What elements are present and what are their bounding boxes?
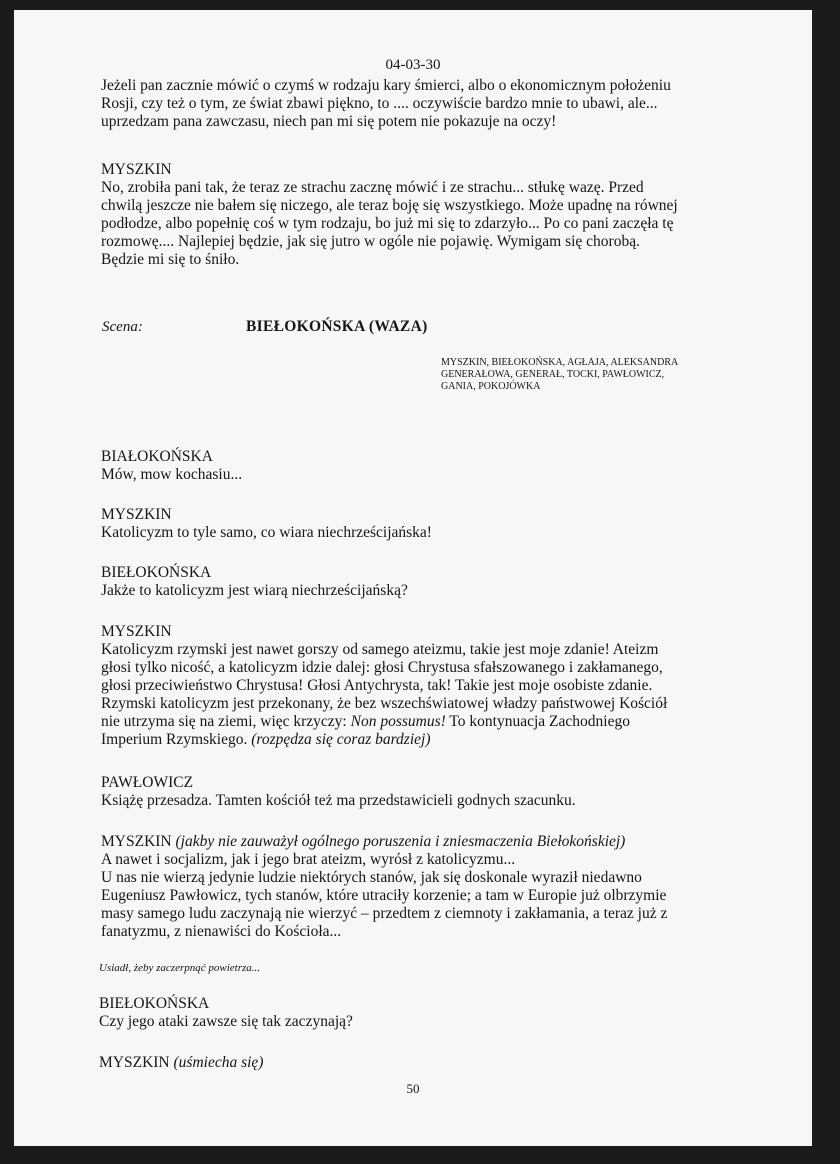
- speaker-name: BIEŁOKOŃSKA: [101, 564, 212, 581]
- text-line: Jeżeli pan zacznie mówić o czymś w rodzaju kary śmierci, albo o ekonomicznym położeniu: [101, 77, 671, 94]
- dialogue-block-myszkin-3: [101, 623, 711, 749]
- speaker-name: MYSZKIN: [101, 623, 172, 640]
- dialogue-block-myszkin-5: [99, 1054, 709, 1072]
- page-number: 50: [406, 1081, 420, 1096]
- text-line: rozmowę.... Najlepiej będzie, jak się jutro w ogóle nie pojawię. Wymigam się chorobą.: [101, 233, 640, 250]
- speaker-name: BIAŁOKOŃSKA: [101, 448, 213, 465]
- italic-phrase: Non possumus!: [350, 713, 446, 730]
- dialogue-block-bielokonska-2: [99, 995, 709, 1031]
- text-line: podłodze, albo popełnię coś w tym rodzaju, bo już mi się to zdarzyło... Po co pani zaczęła tę: [101, 215, 674, 232]
- speaker-name: PAWŁOWICZ: [101, 774, 194, 791]
- text-line: [101, 731, 711, 749]
- scene-label: Scena:: [102, 319, 143, 335]
- dialogue-block-myszkin-1: [101, 161, 711, 269]
- speaker-name: MYSZKIN: [101, 833, 172, 850]
- document-page: [14, 10, 812, 1146]
- dialogue-block-pawlowicz: [101, 774, 711, 810]
- text-line: Eugeniusz Pawłowicz, tych stanów, które utraciły korzenie; a tam w Europie już olbrzymie: [101, 887, 667, 904]
- text-line: Jakże to katolicyzm jest wiarą niechrześcijańską?: [101, 582, 408, 599]
- cast-line: GENERAŁOWA, GENERAŁ, TOCKI, PAWŁOWICZ,: [441, 369, 665, 380]
- speaker-line: [101, 833, 711, 851]
- text-segment: nie utrzyma się na ziemi, więc krzyczy:: [101, 713, 351, 730]
- intro-paragraph: [101, 77, 711, 131]
- cast-list: [441, 357, 731, 393]
- text-line: Mów, mow kochasiu...: [101, 466, 243, 483]
- dialogue-block-bielokonska-1: [101, 564, 711, 600]
- scene-title: BIEŁOKOŃSKA (WAZA): [246, 318, 428, 335]
- text-line: chwilą jeszcze nie bałem się niczego, ale teraz boję się wszystkiego. Może upadnę na równej: [101, 197, 678, 214]
- text-line: [101, 713, 711, 731]
- stage-direction: (jakby nie zauważył ogólnego poruszenia i zniesmaczenia Biełokońskiej): [175, 833, 626, 850]
- text-segment: To kontynuacja Zachodniego: [445, 713, 630, 730]
- page-date: 04-03-30: [385, 57, 441, 73]
- speaker-line: [99, 1054, 709, 1072]
- text-line: Czy jego ataki zawsze się tak zaczynają?: [99, 1013, 353, 1030]
- text-line: Rzymski katolicyzm jest przekonany, że bez wszechświatowej władzy państwowej Kościół: [101, 695, 668, 712]
- text-line: A nawet i socjalizm, jak i jego brat ateizm, wyrósł z katolicyzmu...: [101, 851, 516, 868]
- text-line: uprzedzam pana zawczasu, niech pan mi się potem nie pokazuje na oczy!: [101, 113, 557, 130]
- text-line: masy samego ludu zaczynają nie wierzyć – przedtem z ciemnoty i zakłamania, a teraz już z: [101, 905, 668, 922]
- text-line: No, zrobiła pani tak, że teraz ze strachu zacznę mówić i ze strachu... stłukę wazę. Przed: [101, 179, 644, 196]
- text-line: Rosji, czy też o tym, ze świat zbawi piękno, to .... oczywiście bardzo mnie to ubawi, ale...: [101, 95, 658, 112]
- text-line: U nas nie wierzą jedynie ludzie niektórych stanów, jak się doskonale wyraził niedawno: [101, 869, 642, 886]
- text-line: Katolicyzm to tyle samo, co wiara niechrześcijańska!: [101, 524, 432, 541]
- text-line: głosi przeciwieństwo Chrystusa! Głosi Antychrysta, tak! Takie jest moje osobiste zdanie.: [101, 677, 653, 694]
- text-line: fanatyzmu, z nienawiści do Kościoła...: [101, 923, 342, 940]
- dialogue-block-myszkin-2: [101, 506, 711, 542]
- stage-direction: (rozpędza się coraz bardziej): [251, 731, 431, 748]
- text-line: Książę przesadza. Tamten kościół też ma przedstawicieli godnych szacunku.: [101, 792, 576, 809]
- speaker-name: BIEŁOKOŃSKA: [99, 995, 210, 1012]
- text-segment: Imperium Rzymskiego.: [101, 731, 252, 748]
- speaker-name: MYSZKIN: [101, 506, 172, 523]
- cast-line: MYSZKIN, BIEŁOKOŃSKA, AGŁAJA, ALEKSANDRA: [441, 357, 679, 368]
- dialogue-block-bialokonska: [101, 448, 711, 484]
- text-line: Będzie mi się to śniło.: [101, 251, 240, 268]
- speaker-name: MYSZKIN: [99, 1054, 170, 1071]
- stage-direction: (uśmiecha się): [173, 1054, 264, 1071]
- dialogue-block-myszkin-4: [101, 833, 711, 941]
- text-line: Katolicyzm rzymski jest nawet gorszy od samego ateizmu, takie jest moje zdanie! Ateizm: [101, 641, 659, 658]
- stage-note: Usiadł, żeby zaczerpnąć powietrza...: [99, 962, 261, 974]
- speaker-name: MYSZKIN: [101, 161, 172, 178]
- cast-line: GANIA, POKOJÓWKA: [441, 381, 541, 392]
- text-line: głosi tylko nicość, a katolicyzm idzie dalej: głosi Chrystusa sfałszowanego i zakłamanego,: [101, 659, 663, 676]
